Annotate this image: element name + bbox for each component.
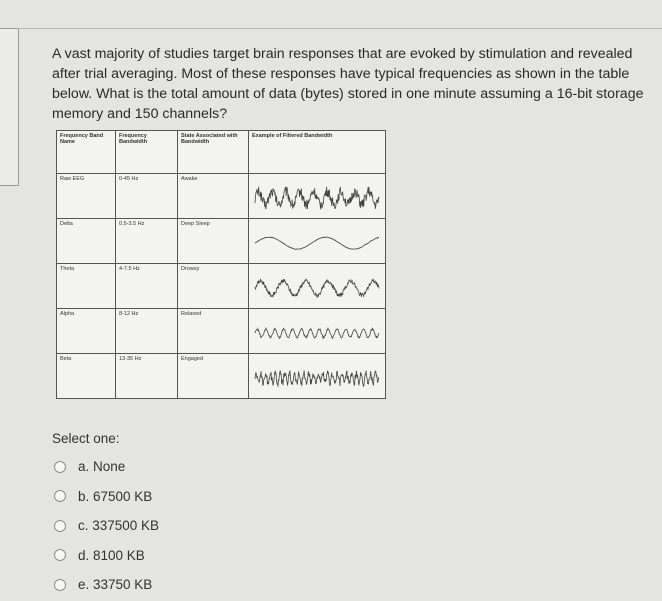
radio-button-icon[interactable] [54,490,66,502]
band-bandwidth: 0.5-3.5 Hz [116,219,178,264]
header-band-name: Frequency Band Name [57,131,116,174]
question-text: A vast majority of studies target brain responses that are evoked by stimulation and revealed after trial averaging. Most of these responses have typical frequencies as shown in the table below. What is the total amount of data (bytes) stored in one minute assuming a 16-bit storage memory and 150 channels? [52,46,644,122]
option-b[interactable] [54,482,159,512]
band-state: Drowsy [178,264,249,309]
band-name: Beta [57,354,116,399]
option-label: b. 67500 KB [78,488,153,504]
table-header-row [57,131,386,174]
header-bandwidth: Frequency Bandwidth [116,131,178,174]
waveform-path [255,328,379,338]
option-d[interactable] [54,541,159,571]
waveform-path [255,279,379,297]
waveform-beta [249,354,385,398]
option-label: d. 8100 KB [78,547,145,563]
waveform-path [255,370,379,386]
band-bandwidth: 0-45 Hz [116,174,178,219]
option-c[interactable] [54,511,159,541]
band-state: Awake [178,174,249,219]
band-name: Alpha [57,309,116,354]
option-a[interactable] [54,452,159,482]
band-bandwidth: 8-12 Hz [116,309,178,354]
table-row [57,174,386,219]
radio-button-icon[interactable] [54,461,66,473]
top-divider [18,28,662,29]
waveform-cell [249,309,386,354]
waveform-cell [249,174,386,219]
option-label: e. 33750 KB [78,577,153,593]
option-label: c. 337500 KB [78,518,160,534]
header-example: Example of Filtered Bandwidth [249,131,386,174]
band-bandwidth: 4-7.5 Hz [116,264,178,309]
band-bandwidth: 13-35 Hz [116,354,178,399]
waveform-path [255,187,379,210]
answer-options [54,452,159,600]
band-name: Theta [57,264,116,309]
table-row [57,219,386,264]
option-label: a. None [78,459,126,475]
waveform-alpha [249,309,385,353]
band-name: Raw EEG [57,174,116,219]
table-row [57,264,386,309]
waveform-path [255,237,379,249]
left-panel-frame [0,28,19,186]
header-state: State Associated with Bandwidth [178,131,249,174]
radio-button-icon[interactable] [54,579,66,591]
band-name: Delta [57,219,116,264]
waveform-cell [249,219,386,264]
waveform-raw-eeg [249,174,385,218]
waveform-cell [249,354,386,399]
band-state: Deep Sleep [178,219,249,264]
waveform-cell [249,264,386,309]
select-one-label: Select one: [52,431,120,446]
table-row [57,354,386,399]
waveform-delta [249,219,385,263]
table-row [57,309,386,354]
band-state: Relaxed [178,309,249,354]
frequency-table [56,130,386,399]
radio-button-icon[interactable] [54,520,66,532]
option-e[interactable] [54,570,159,600]
waveform-theta [249,264,385,308]
radio-button-icon[interactable] [54,549,66,561]
band-state: Engaged [178,354,249,399]
